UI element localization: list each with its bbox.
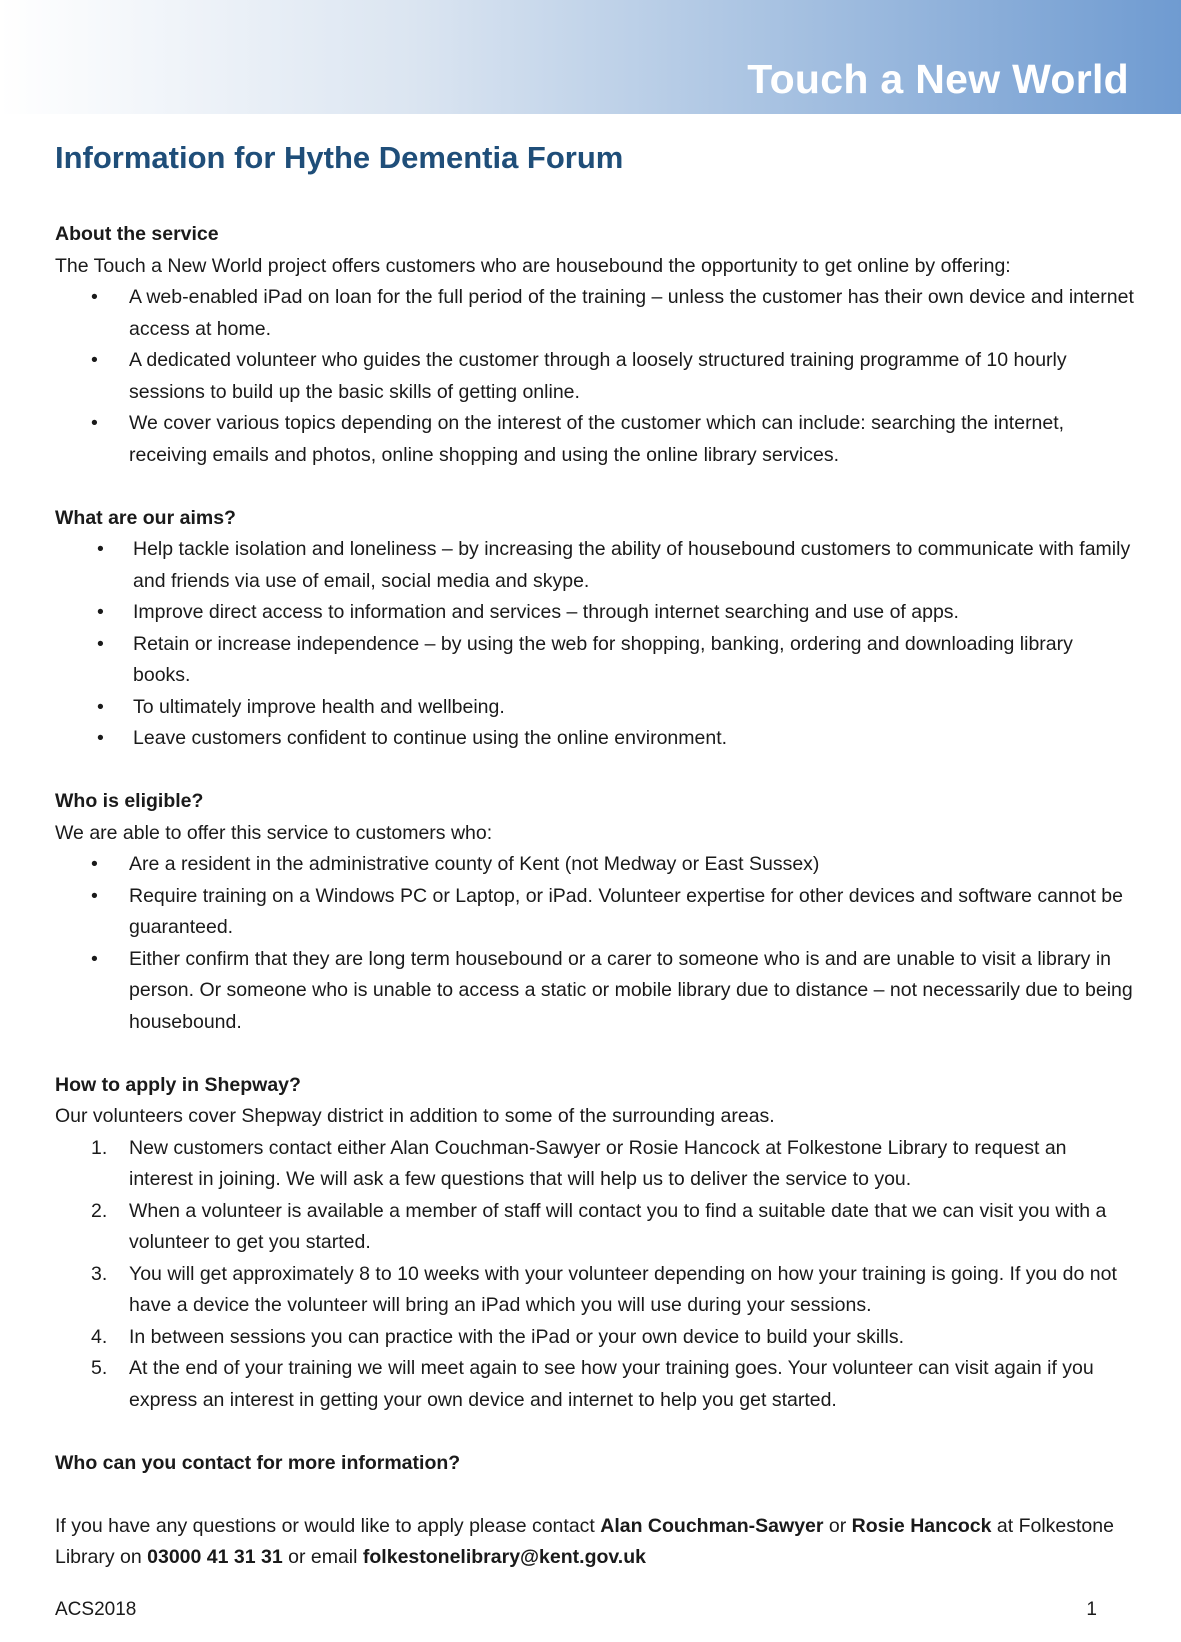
step-number: 5. [91, 1357, 108, 1379]
document-body [55, 219, 1135, 1574]
aims-section [55, 503, 1135, 755]
banner-title: Touch a New World [747, 56, 1129, 102]
list-item: • We cover various topics depending on the interest of the customer which can include: searching the internet, receiving emails and photos, online shopping and using the online library services. [55, 408, 1135, 471]
list-item: • A dedicated volunteer who guides the customer through a loosely structured training programme of 10 hourly sessions to build up the basic skills of getting online. [55, 345, 1135, 408]
bullet-icon: • [97, 695, 104, 718]
aims-heading: What are our aims? [55, 506, 236, 529]
apply-section [55, 1070, 1135, 1417]
contact-phone: 03000 41 31 31 [147, 1546, 283, 1568]
list-item: 3. You will get approximately 8 to 10 weeks with your volunteer depending on how your training is going. If you do not have a device the volunteer will bring an iPad which you will use during your sessions. [55, 1259, 1135, 1322]
contact-section [55, 1448, 1135, 1574]
list-item: 2. When a volunteer is available a member of staff will contact you to find a suitable date that we can visit you with a volunteer to get you started. [55, 1196, 1135, 1259]
list-item: • Leave customers confident to continue using the online environment. [55, 723, 1135, 755]
eligible-intro: We are able to offer this service to customers who: [55, 821, 493, 844]
list-item: • Help tackle isolation and loneliness – by increasing the ability of housebound customers to communicate with family and friends via use of email, social media and skype. [55, 534, 1135, 597]
about-heading: About the service [55, 223, 219, 245]
bullet-icon: • [97, 632, 104, 655]
document-title: Information for Hythe Dementia Forum [55, 140, 624, 175]
about-section [55, 219, 1135, 471]
list-item: • Either confirm that they are long term housebound or a carer to someone who is and are unable to visit a library in person. Or someone who is unable to access a static or mobile library due to distance – not necessarily due to being housebound. [55, 944, 1135, 1039]
apply-heading: How to apply in Shepway? [55, 1073, 301, 1096]
step-number: 4. [91, 1325, 108, 1348]
list-item: 1. New customers contact either Alan Couchman-Sawyer or Rosie Hancock at Folkestone Library to request an interest in joining. We will ask a few questions that will help us to deliver the service to you. [55, 1133, 1135, 1196]
apply-intro: Our volunteers cover Shepway district in addition to some of the surrounding areas. [55, 1105, 775, 1127]
bullet-icon: • [97, 538, 104, 560]
list-item: 5. At the end of your training we will meet again to see how your training goes. Your volunteer can visit again if you express an interest in getting your own device and internet to help you get started. [55, 1353, 1135, 1416]
contact-email-link[interactable]: folkestonelibrary@kent.gov.uk [362, 1546, 646, 1568]
about-list [55, 282, 1135, 471]
eligible-section [55, 786, 1135, 1038]
about-intro: The Touch a New World project offers customers who are housebound the opportunity to get online by offering: [55, 254, 1011, 277]
aims-list [55, 534, 1135, 755]
contact-heading: Who can you contact for more information? [55, 1451, 461, 1474]
bullet-icon: • [91, 853, 98, 875]
page-number: 1 [1086, 1599, 1097, 1620]
list-item: • Improve direct access to information and services – through internet searching and use of apps. [55, 597, 1135, 629]
eligible-list [55, 849, 1135, 1038]
footer-code: ACS2018 [55, 1599, 137, 1620]
contact-name-alan: Alan Couchman-Sawyer [600, 1514, 824, 1537]
header-banner [0, 0, 1181, 114]
list-item: 4. In between sessions you can practice with the iPad or your own device to build your skills. [55, 1322, 1135, 1354]
bullet-icon: • [91, 349, 98, 371]
list-item: • A web-enabled iPad on loan for the full period of the training – unless the customer has their own device and internet access at home. [55, 282, 1135, 345]
step-number: 1. [91, 1136, 108, 1159]
bullet-icon: • [97, 601, 104, 623]
bullet-icon: • [91, 884, 98, 907]
contact-paragraph: If you have any questions or would like to apply please contact Alan Couchman-Sawyer or Rosie Hancock at Folkestone Library on 03000 41 31 31 or email folkestonelibrary@kent.gov.uk [55, 1514, 1114, 1568]
step-number: 2. [91, 1199, 108, 1222]
list-item: • Are a resident in the administrative county of Kent (not Medway or East Sussex) [55, 849, 1135, 881]
step-number: 3. [91, 1262, 108, 1285]
list-item: • Retain or increase independence – by using the web for shopping, banking, ordering and downloading library books. [55, 629, 1135, 692]
eligible-heading: Who is eligible? [55, 790, 204, 812]
bullet-icon: • [91, 412, 98, 434]
bullet-icon: • [97, 727, 104, 749]
bullet-icon: • [91, 947, 98, 970]
apply-steps [55, 1133, 1135, 1417]
bullet-icon: • [91, 286, 98, 308]
list-item: • Require training on a Windows PC or Laptop, or iPad. Volunteer expertise for other devices and software cannot be guaranteed. [55, 881, 1135, 944]
contact-name-rosie: Rosie Hancock [851, 1514, 992, 1537]
list-item: • To ultimately improve health and wellbeing. [55, 692, 1135, 724]
